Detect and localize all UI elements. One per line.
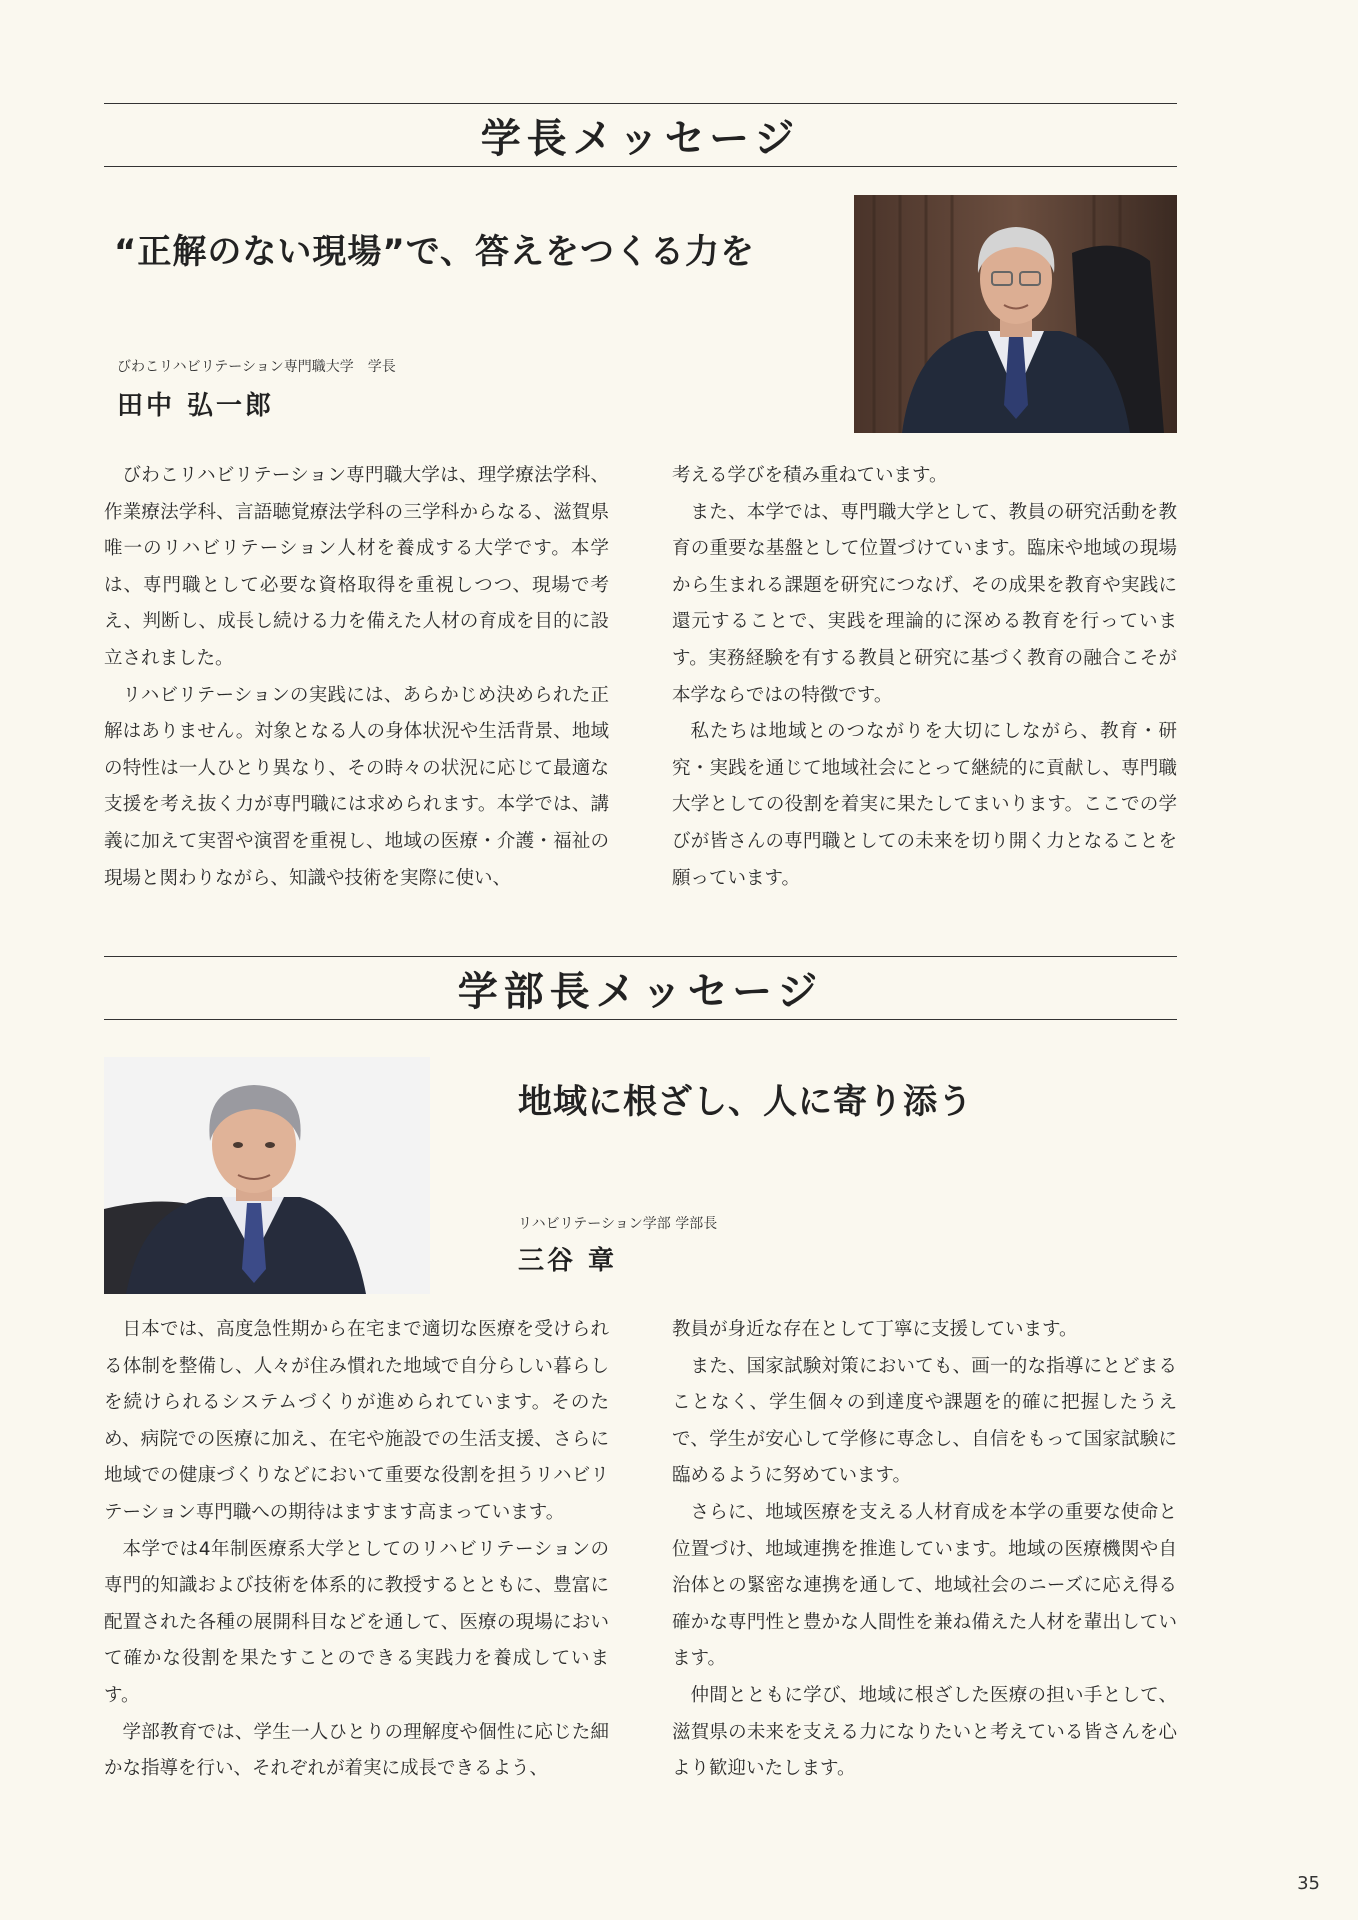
- dean-section-header: [104, 956, 1177, 1020]
- paragraph: さらに、地域医療を支える人材育成を本学の重要な使命と位置づけ、地域連携を推進しています。地域の医療機関や自治体との緊密な連携を通して、地域社会のニーズに応え得る確かな専門性と豊かな人間性を兼ね備えた人材を輩出しています。: [672, 1501, 1177, 1670]
- president-photo: [854, 195, 1177, 433]
- president-headline: “正解のない現場”で、答えをつくる力を: [114, 232, 756, 272]
- paragraph: 学部教育では、学生一人ひとりの理解度や個性に応じた細かな指導を行い、それぞれが着実に成長できるよう、: [104, 1721, 609, 1780]
- dean-name: 三谷 章: [518, 1246, 618, 1276]
- dean-photo: [104, 1057, 430, 1294]
- president-name: 田中 弘一郎: [117, 391, 275, 421]
- paragraph: 考える学びを積み重ねています。: [672, 465, 948, 486]
- paragraph: 本学では4年制医療系大学としてのリハビリテーションの専門的知識および技術を体系的に教授するとともに、豊富に配置された各種の展開科目などを通して、医療の現場において確かな役割を果たすことのできる実践力を養成しています。: [104, 1538, 609, 1706]
- paragraph: 私たちは地域とのつながりを大切にしながら、教育・研究・実践を通じて地域社会にとって継続的に貢献し、専門職大学としての役割を着実に果たしてまいります。ここでの学びが皆さんの専門職としての未来を切り開く力となることを願っています。: [672, 721, 1177, 889]
- dean-headline: 地域に根ざし、人に寄り添う: [518, 1082, 973, 1122]
- paragraph: 教員が身近な存在として丁寧に支援しています。: [672, 1319, 1078, 1340]
- president-column-left: [104, 458, 609, 897]
- paragraph: また、本学では、専門職大学として、教員の研究活動を教育の重要な基盤として位置づけています。臨床や地域の現場から生まれる課題を研究につなげ、その成果を教育や実践に還元することで、実践を理論的に深める教育を行っています。実務経験を有する教員と研究に基づく教育の融合こそが本学ならではの特徴です。: [672, 501, 1177, 706]
- president-column-right: [672, 458, 1177, 897]
- paragraph: リハビリテーションの実践には、あらかじめ決められた正解はありません。対象となる人の身体状況や生活背景、地域の特性は一人ひとり異なり、その時々の状況に応じて最適な支援を考え抜く力が専門職には求められます。本学では、講義に加えて実習や演習を重視し、地域の医療・介護・福祉の現場と関わりながら、知識や技術を実際に使い、: [104, 684, 609, 889]
- dean-column-right: [672, 1312, 1177, 1788]
- dean-column-left: [104, 1312, 609, 1788]
- president-section-header: [104, 103, 1177, 167]
- dean-affiliation: リハビリテーション学部 学部長: [518, 1216, 718, 1232]
- president-section-title: 学長メッセージ: [480, 114, 801, 162]
- paragraph: 仲間とともに学び、地域に根ざした医療の担い手として、滋賀県の未来を支える力になりたいと考えている皆さんを心より歓迎いたします。: [672, 1684, 1177, 1780]
- paragraph: びわこリハビリテーション専門職大学は、理学療法学科、作業療法学科、言語聴覚療法学科の三学科からなる、滋賀県唯一のリハビリテーション人材を養成する大学です。本学は、専門職として必要な資格取得を重視しつつ、現場で考え、判断し、成長し続ける力を備えた人材の育成を目的に設立されました。: [104, 465, 609, 669]
- paragraph: 日本では、高度急性期から在宅まで適切な医療を受けられる体制を整備し、人々が住み慣れた地域で自分らしい暮らしを続けられるシステムづくりが進められています。そのため、病院での医療に加え、在宅や施設での生活支援、さらに地域での健康づくりなどにおいて重要な役割を担うリハビリテーション専門職への期待はますます高まっています。: [104, 1319, 609, 1523]
- dean-section-title: 学部長メッセージ: [457, 967, 824, 1015]
- president-affiliation: びわこリハビリテーション専門職大学 学長: [117, 359, 396, 375]
- page-number: 35: [1297, 1873, 1320, 1894]
- paragraph: また、国家試験対策においても、画一的な指導にとどまることなく、学生個々の到達度や課題を的確に把握したうえで、学生が安心して学修に専念し、自信をもって国家試験に臨めるように努めています。: [672, 1355, 1177, 1487]
